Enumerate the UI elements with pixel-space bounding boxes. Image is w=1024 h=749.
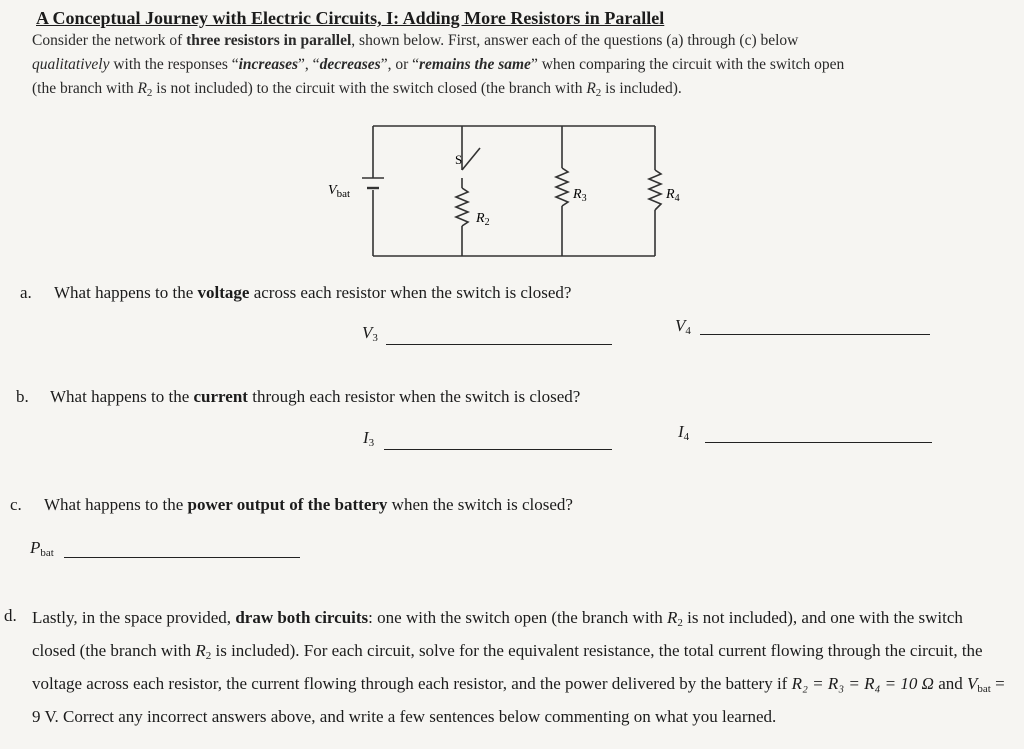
resistor-r2 bbox=[456, 188, 468, 226]
intro-text: is included). bbox=[601, 80, 682, 97]
intro-text: ”, “ bbox=[298, 56, 320, 73]
question-marker: b. bbox=[16, 387, 29, 406]
question-text: across each resistor when the switch is closed? bbox=[249, 283, 572, 302]
question-text: and bbox=[933, 674, 967, 693]
i3-label: $I_3$ bbox=[363, 428, 375, 449]
question-keyword: draw both circuits bbox=[235, 608, 369, 627]
question-a bbox=[20, 283, 571, 303]
option-remains: remains the same bbox=[418, 56, 531, 73]
intro-line-2 bbox=[32, 56, 844, 74]
resistor-r4 bbox=[649, 170, 661, 210]
r4-label: $R_4$ bbox=[666, 187, 680, 204]
question-text: What happens to the bbox=[44, 495, 188, 514]
switch-blade bbox=[462, 148, 480, 170]
i4-label: $I_4$ bbox=[678, 422, 690, 443]
intro-emphasis: three resistors in parallel bbox=[186, 32, 352, 49]
i4-answer-line[interactable] bbox=[705, 441, 932, 443]
given-values: R₂ = R₃ = R₄ = 10 Ω bbox=[791, 674, 934, 693]
intro-line-3: (the branch with $R_2$ is not included) to the circuit with the switch closed (the branch with $R_2$ is included). bbox=[32, 80, 682, 99]
question-text: . Correct any incorrect answers above, and write a few sentences below commenting on what you learned. bbox=[54, 707, 777, 726]
switch-label: S bbox=[455, 152, 463, 167]
v3-answer-line[interactable] bbox=[386, 343, 612, 345]
intro-emphasis: qualitatively bbox=[32, 56, 110, 73]
question-d-marker: d. bbox=[4, 606, 17, 625]
question-marker: c. bbox=[10, 495, 22, 514]
circuit-diagram bbox=[300, 118, 700, 278]
r2-label: $R_2$ bbox=[476, 211, 490, 228]
page-title: A Conceptual Journey with Electric Circuits, I: Adding More Resistors in Parallel bbox=[36, 8, 665, 28]
question-text: : one with the switch open (the branch with bbox=[368, 608, 668, 627]
question-d: Lastly, in the space provided, draw both circuits: one with the switch open (the branch with $R_2$ is not included), and one with the switch closed (the branch with $R_2$ is included). For each circuit, solve for the equivalent resistance, the total current flowing through the circuit, the voltage across each resistor, the current flowing through each resistor, and the power delivered by the battery if R₂ = R₃ = R₄ = 10 Ω and $V_{bat} = 9$ V. Correct any incorrect answers above, and write a few sentences below commenting on what you learned. bbox=[32, 608, 1005, 726]
intro-text: , shown below. First, answer each of the questions (a) through (c) below bbox=[351, 32, 799, 49]
intro-text: (the branch with bbox=[32, 80, 138, 97]
battery-voltage-label: $V_{bat}$ bbox=[966, 674, 991, 695]
question-text: Lastly, in the space provided, bbox=[32, 608, 236, 627]
v3-label: $V_3$ bbox=[362, 323, 378, 344]
pbat-answer-line[interactable] bbox=[64, 556, 300, 558]
intro-text: ” when comparing the circuit with the switch open bbox=[530, 56, 845, 73]
question-keyword: current bbox=[193, 387, 248, 406]
question-text: is not included), and one with the switch closed (the branch with bbox=[32, 608, 963, 660]
battery-label: $V_{bat}$ bbox=[328, 183, 351, 200]
option-decreases: decreases bbox=[319, 56, 381, 73]
question-text: What happens to the bbox=[50, 387, 194, 406]
intro-text: with the responses “ bbox=[109, 56, 239, 73]
question-marker: a. bbox=[20, 283, 32, 302]
question-keyword: voltage bbox=[197, 283, 250, 302]
resistor-r3 bbox=[556, 168, 568, 206]
question-c bbox=[10, 495, 573, 515]
intro-text: Consider the network of bbox=[32, 32, 187, 49]
intro-line-1 bbox=[32, 32, 798, 50]
v4-label: $V_4$ bbox=[675, 316, 691, 337]
pbat-label: $P_{bat}$ bbox=[30, 538, 54, 559]
question-text: What happens to the bbox=[54, 283, 198, 302]
r3-label: $R_3$ bbox=[573, 187, 587, 204]
i3-answer-line[interactable] bbox=[384, 448, 612, 450]
battery-voltage-value: = 9 V bbox=[32, 674, 1005, 726]
question-text: is included). For each circuit, solve for the equivalent resistance, the total current flowing through the circuit, the voltage across each resistor, the current flowing through each resistor, and the power delivered by the battery if bbox=[32, 641, 983, 693]
option-increases: increases bbox=[238, 56, 299, 73]
question-keyword: power output of the battery bbox=[187, 495, 388, 514]
intro-text: is not included) to the circuit with the switch closed (the branch with bbox=[152, 80, 587, 97]
question-b bbox=[16, 387, 580, 407]
intro-text: ”, or “ bbox=[380, 56, 419, 73]
question-text: when the switch is closed? bbox=[387, 495, 573, 514]
v4-answer-line[interactable] bbox=[700, 333, 930, 335]
question-text: through each resistor when the switch is closed? bbox=[247, 387, 581, 406]
